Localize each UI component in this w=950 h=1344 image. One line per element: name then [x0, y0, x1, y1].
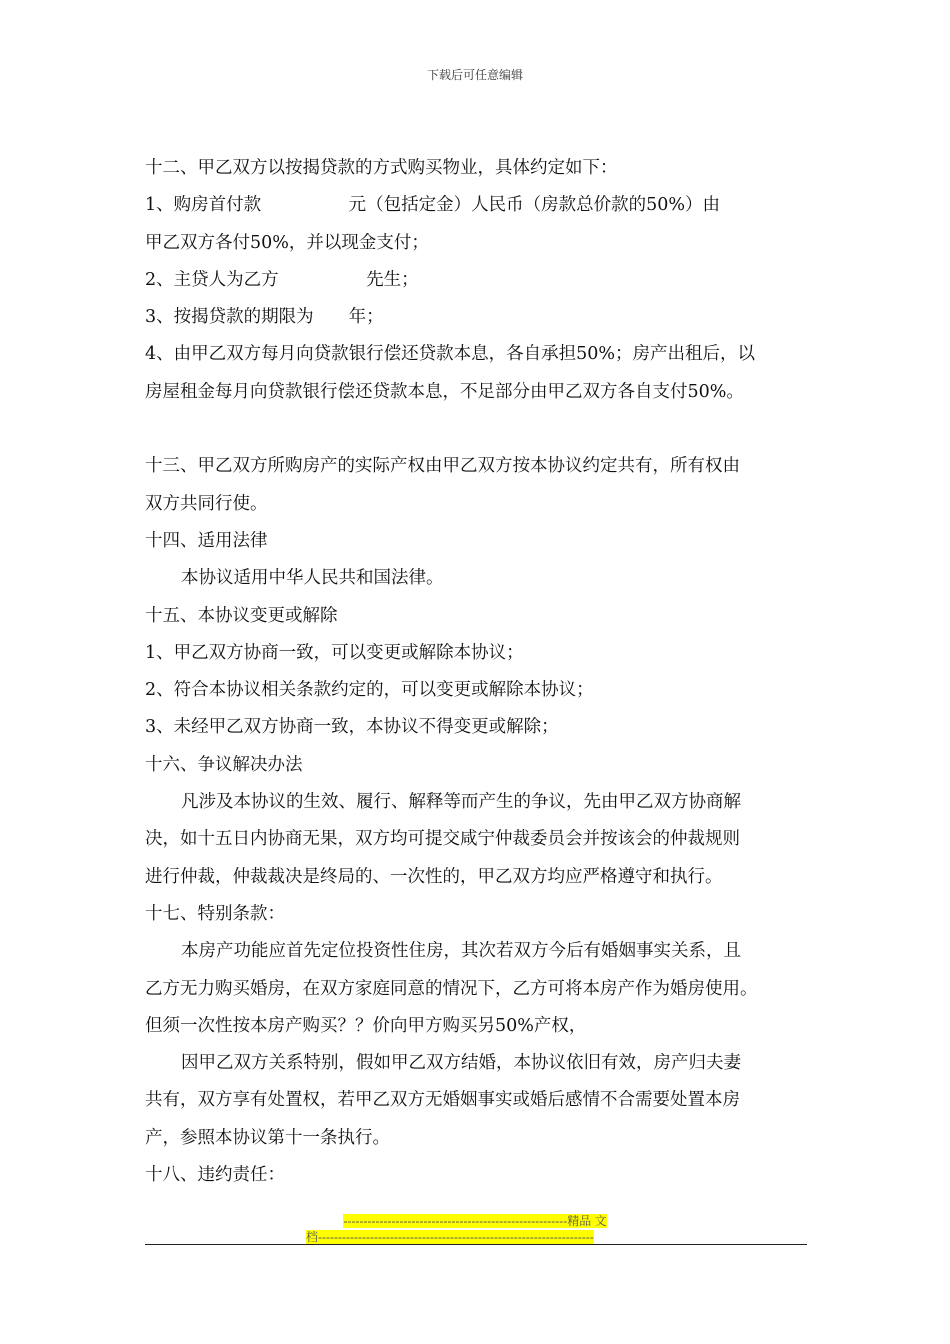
footer-text-2: 档---------------------------------------------------------------------: [306, 1230, 594, 1244]
document-body: [145, 150, 817, 1194]
paragraph-line: 十三、甲乙双方所购房产的实际产权由甲乙双方按本协议约定共有，所有权由: [145, 456, 740, 477]
paragraph-line: 十八、违约责任：: [145, 1165, 285, 1186]
paragraph-line: 十七、特别条款：: [145, 903, 285, 924]
footer-line-1: [0, 1212, 950, 1229]
paragraph-line: 3、按揭贷款的期限为 年；: [145, 307, 384, 328]
paragraph-line: 4、由甲乙双方每月向贷款银行偿还贷款本息，各自承担50%；房产出租后，以: [145, 344, 756, 365]
paragraph-line: 本房产功能应首先定位投资性住房，其次若双方今后有婚姻事实关系，且: [181, 941, 741, 962]
paragraph-line: 房屋租金每月向贷款银行偿还贷款本息，不足部分由甲乙双方各自支付50%。: [145, 381, 744, 402]
paragraph-line: 2、主贷人为乙方 先生；: [145, 269, 419, 290]
footer-line-2: [306, 1228, 666, 1245]
paragraph-line: 2、符合本协议相关条款约定的，可以变更或解除本协议；: [145, 680, 594, 701]
paragraph-line: 1、甲乙双方协商一致，可以变更或解除本协议；: [145, 642, 524, 663]
paragraph-line: 共有，双方享有处置权，若甲乙双方无婚姻事实或婚后感情不合需要处置本房: [145, 1090, 740, 1111]
footer-rule: [145, 1244, 807, 1245]
paragraph-line: 十二、甲乙双方以按揭贷款的方式购买物业，具体约定如下：: [145, 158, 618, 178]
paragraph-line: 因甲乙双方关系特别，假如甲乙双方结婚，本协议依旧有效，房产归夫妻: [181, 1053, 741, 1074]
paragraph-line: 决，如十五日内协商无果，双方均可提交咸宁仲裁委员会并按该会的仲裁规则: [145, 829, 740, 850]
paragraph-line: 十六、争议解决办法: [145, 754, 303, 775]
paragraph-line: 但须一次性按本房产购买？？价向甲方购买另50%产权，: [145, 1015, 587, 1036]
paragraph-line: 1、购房首付款 元（包括定金）人民币（房款总价款的50%）由: [145, 195, 721, 216]
paragraph-line: 十五、本协议变更或解除: [145, 605, 338, 626]
blank-line: [145, 411, 817, 448]
paragraph-line: 十四、适用法律: [145, 530, 268, 551]
paragraph-line: 凡涉及本协议的生效、履行、解释等而产生的争议，先由甲乙双方协商解: [181, 792, 741, 813]
paragraph-line: 本协议适用中华人民共和国法律。: [181, 568, 444, 589]
paragraph-line: 甲乙双方各付50%，并以现金支付；: [145, 232, 429, 253]
page-header: 下载后可任意编辑: [426, 68, 523, 82]
paragraph-line: 产，参照本协议第十一条执行。: [145, 1127, 390, 1148]
paragraph-line: 双方共同行使。: [145, 493, 268, 514]
paragraph-line: 进行仲裁，仲裁裁决是终局的、一次性的，甲乙双方均应严格遵守和执行。: [145, 866, 723, 887]
paragraph-line: 乙方无力购买婚房，在双方家庭同意的情况下，乙方可将本房产作为婚房使用。: [145, 978, 758, 999]
footer-text-1: --------------------------------------------------------精品 文: [343, 1214, 607, 1228]
paragraph-line: 3、未经甲乙双方协商一致，本协议不得变更或解除；: [145, 717, 559, 738]
